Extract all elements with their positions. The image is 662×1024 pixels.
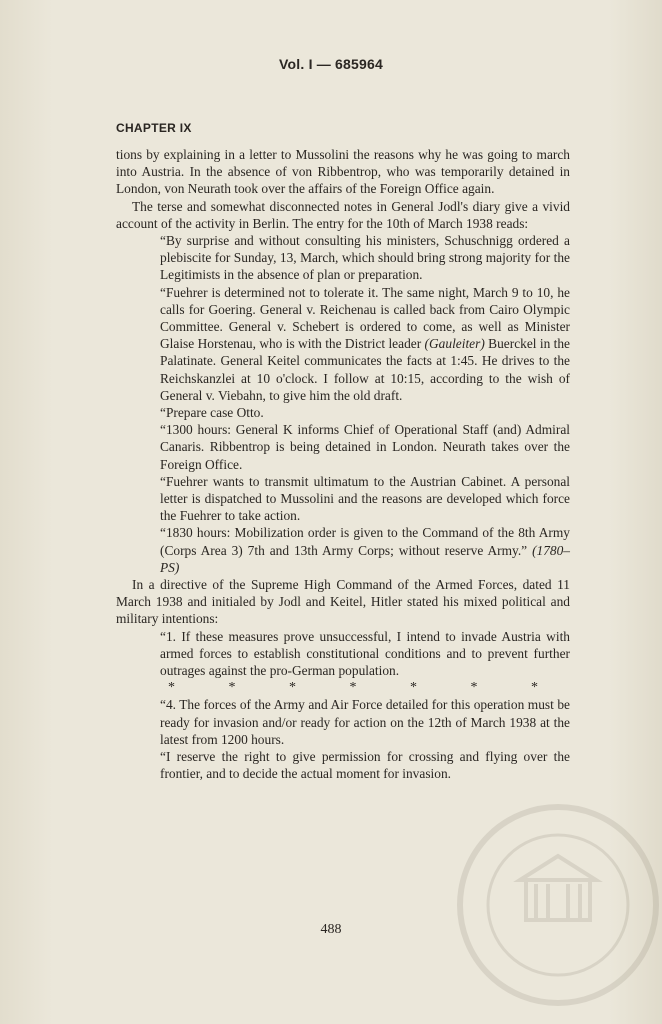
quote-paragraph: “1. If these measures prove unsuccessful, I intend to invade Austria with armed forces to establish constitutional conditions and to prevent further outrages against the pro-German population.	[160, 628, 570, 679]
quote-paragraph	[160, 284, 570, 404]
quote-paragraph: “By surprise and without consulting his ministers, Schuschnigg ordered a plebiscite for Sunday, 13, March, which should bring strong majority for the Legitimists in the absence of plan or preparation.	[160, 233, 570, 283]
quote-paragraph: “1300 hours: General K informs Chief of Operational Staff (and) Admiral Canaris. Ribbentrop is being detained in London. Neurath takes over the Foreign Office.	[160, 422, 570, 472]
paragraph: In a directive of the Supreme High Command of the Armed Forces, dated 11 March 1938 and initialed by Jodl and Keitel, Hitler stated his mixed political and military intentions:	[116, 577, 570, 627]
paragraph: The terse and somewhat disconnected notes in General Jodl's diary give a vivid account of the activity in Berlin. The entry for the 10th of March 1938 reads:	[116, 198, 570, 231]
star: *	[470, 680, 478, 696]
library-seal-watermark	[448, 800, 662, 1010]
page-number: 488	[320, 922, 342, 937]
star: *	[531, 680, 538, 696]
quote-text: “1830 hours: Mobilization order is given to the Command of the 8th Army (Corps Area 3) 7th and 13th Army Corps; without reserve Army.”	[160, 525, 570, 558]
quote-text: Buerckel in the Palatinate. General Keitel communicates the facts at 1:45. He drives to the Reichskanzlei at 10 o'clock. I follow at 10:15, according to the wish of General v. Viebahn, to give him the old draft.	[160, 336, 570, 403]
ellipsis-stars	[168, 679, 538, 696]
star: *	[228, 680, 236, 696]
page-header: Vol. I — 685964	[279, 56, 383, 72]
quote-paragraph: “I reserve the right to give permission for crossing and flying over the frontier, and to decide the actual moment for invasion.	[160, 748, 570, 782]
paragraph: tions by explaining in a letter to Mussolini the reasons why he was going to march into Austria. In the absence of von Ribbentrop, who was temporarily detained in London, von Neurath took over the affairs of the Foreign Office again.	[116, 147, 570, 197]
quote-paragraph: “4. The forces of the Army and Air Force detailed for this operation must be ready for invasion and/or ready for action on the 12th of March 1938 at the latest from 1200 hours.	[160, 697, 570, 747]
star: *	[410, 680, 417, 696]
chapter-heading: CHAPTER IX	[116, 121, 192, 135]
document-reference: (1780–PS)	[160, 542, 570, 575]
quote-paragraph: “Prepare case Otto.	[160, 405, 264, 421]
star: *	[168, 680, 175, 696]
italic-term: (Gauleiter)	[424, 336, 485, 352]
star: *	[289, 680, 296, 696]
body-text	[116, 146, 570, 782]
quote-paragraph: “Fuehrer wants to transmit ultimatum to the Austrian Cabinet. A personal letter is dispatched to Mussolini and the reasons are developed which force the Fuehrer to take action.	[160, 473, 570, 524]
quote-text: “Fuehrer is determined not to tolerate it. The same night, March 9 to 10, he calls for Goering. General v. Reichenau is called back from Cairo Olympic Committee. General v. Schebert is ordered to come, as well as Minister Glaise Horstenau, who is with the District leader	[160, 284, 570, 352]
quote-paragraph	[160, 524, 570, 576]
star: *	[349, 680, 357, 696]
